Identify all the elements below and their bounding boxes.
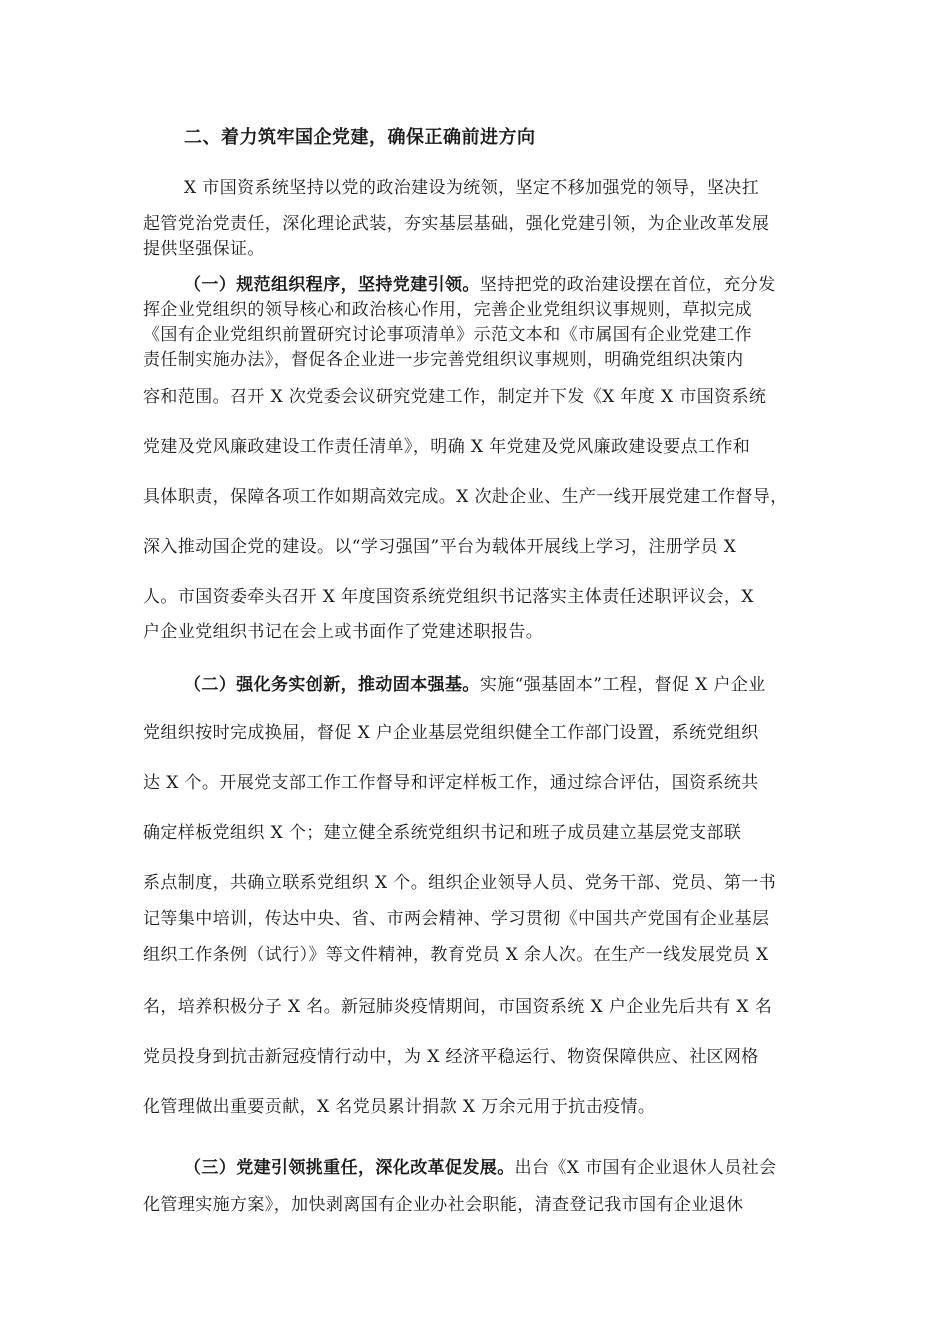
- paragraph-line: 容和范围。召开 X 次党委会议研究党建工作，制定并下发《X 年度 X 市国资系统: [143, 387, 767, 407]
- paragraph-line: 挥企业党组织的领导核心和政治核心作用，完善企业党组织议事规则，草拟完成: [143, 300, 752, 320]
- paragraph-text: 实施“强基固本”工程，督促 X 户企业: [479, 675, 766, 695]
- paragraph-line: 化管理做出重要贡献，X 名党员累计捐款 X 万余元用于抗击疫情。: [143, 1097, 656, 1117]
- subsection-title: （三）党建引领挑重任，深化改革促发展。: [184, 1158, 515, 1178]
- paragraph-line: 系点制度，共确立联系党组织 X 个。组织企业领导人员、党务干部、党员、第一书: [143, 873, 777, 893]
- paragraph-line: 记等集中培训，传达中央、省、市两会精神、学习贯彻《中国共产党国有企业基层: [143, 909, 770, 929]
- paragraph-line: 户企业党组织书记在会上或书面作了党建述职报告。: [143, 622, 544, 642]
- paragraph-line: 深入推动国企党的建设。以“学习强国”平台为载体开展线上学习，注册学员 X: [143, 537, 737, 557]
- paragraph-line: 名，培养积极分子 X 名。新冠肺炎疫情期间，市国资系统 X 户企业先后共有 X 名: [143, 997, 773, 1017]
- paragraph-line: 达 X 个。开展党支部工作工作督导和评定样板工作，通过综合评估，国资系统共: [143, 773, 759, 793]
- paragraph-line: 责任制实施办法》，督促各企业进一步完善党组织议事规则，明确党组织决策内: [143, 350, 744, 370]
- paragraph-line: 党建及党风廉政建设工作责任清单》，明确 X 年党建及党风廉政建设要点工作和: [143, 437, 751, 457]
- intro-line: 提供坚强保证。: [143, 239, 265, 259]
- subsection-first-line: [184, 272, 824, 298]
- intro-line: 起管党治党责任，深化理论武装，夯实基层基础，强化党建引领，为企业改革发展: [143, 214, 770, 234]
- paragraph-text: 出台《X 市国有企业退休人员社会: [514, 1158, 777, 1178]
- paragraph-line: 确定样板党组织 X 个；建立健全系统党组织书记和班子成员建立基层党支部联: [143, 823, 742, 843]
- paragraph-text: 坚持把党的政治建设摆在首位，充分发: [479, 275, 776, 295]
- paragraph-line: 人。市国资委牵头召开 X 年度国资系统党组织书记落实主体责任述职评议会，X: [143, 587, 754, 607]
- subsection-title: （二）强化务实创新，推动固本强基。: [184, 675, 480, 695]
- paragraph-line: 化管理实施方案》，加快剥离国有企业办社会职能，清查登记我市国有企业退休: [143, 1195, 744, 1215]
- subsection-title: （一）规范组织程序，坚持党建引领。: [184, 275, 480, 295]
- subsection-first-line: [184, 672, 824, 698]
- paragraph-line: 《国有企业党组织前置研究讨论事项清单》示范文本和《市属国有企业党建工作: [143, 325, 752, 345]
- paragraph-line: 组织工作条例（试行）》等文件精神，教育党员 X 余人次。在生产一线发展党员 X: [143, 945, 769, 965]
- intro-line: X 市国资系统坚持以党的政治建设为统领，坚定不移加强党的领导，坚决扛: [184, 178, 760, 198]
- paragraph-line: 具体职责，保障各项工作如期高效完成。X 次赴企业、生产一线开展党建工作督导，: [143, 487, 788, 507]
- section-heading: 二、着力筑牢国企党建，确保正确前进方向: [184, 127, 536, 148]
- paragraph-line: 党组织按时完成换届，督促 X 户企业基层党组织健全工作部门设置，系统党组织: [143, 723, 759, 743]
- paragraph-line: 党员投身到抗击新冠疫情行动中，为 X 经济平稳运行、物资保障供应、社区网格: [143, 1047, 759, 1067]
- subsection-first-line: [184, 1155, 824, 1181]
